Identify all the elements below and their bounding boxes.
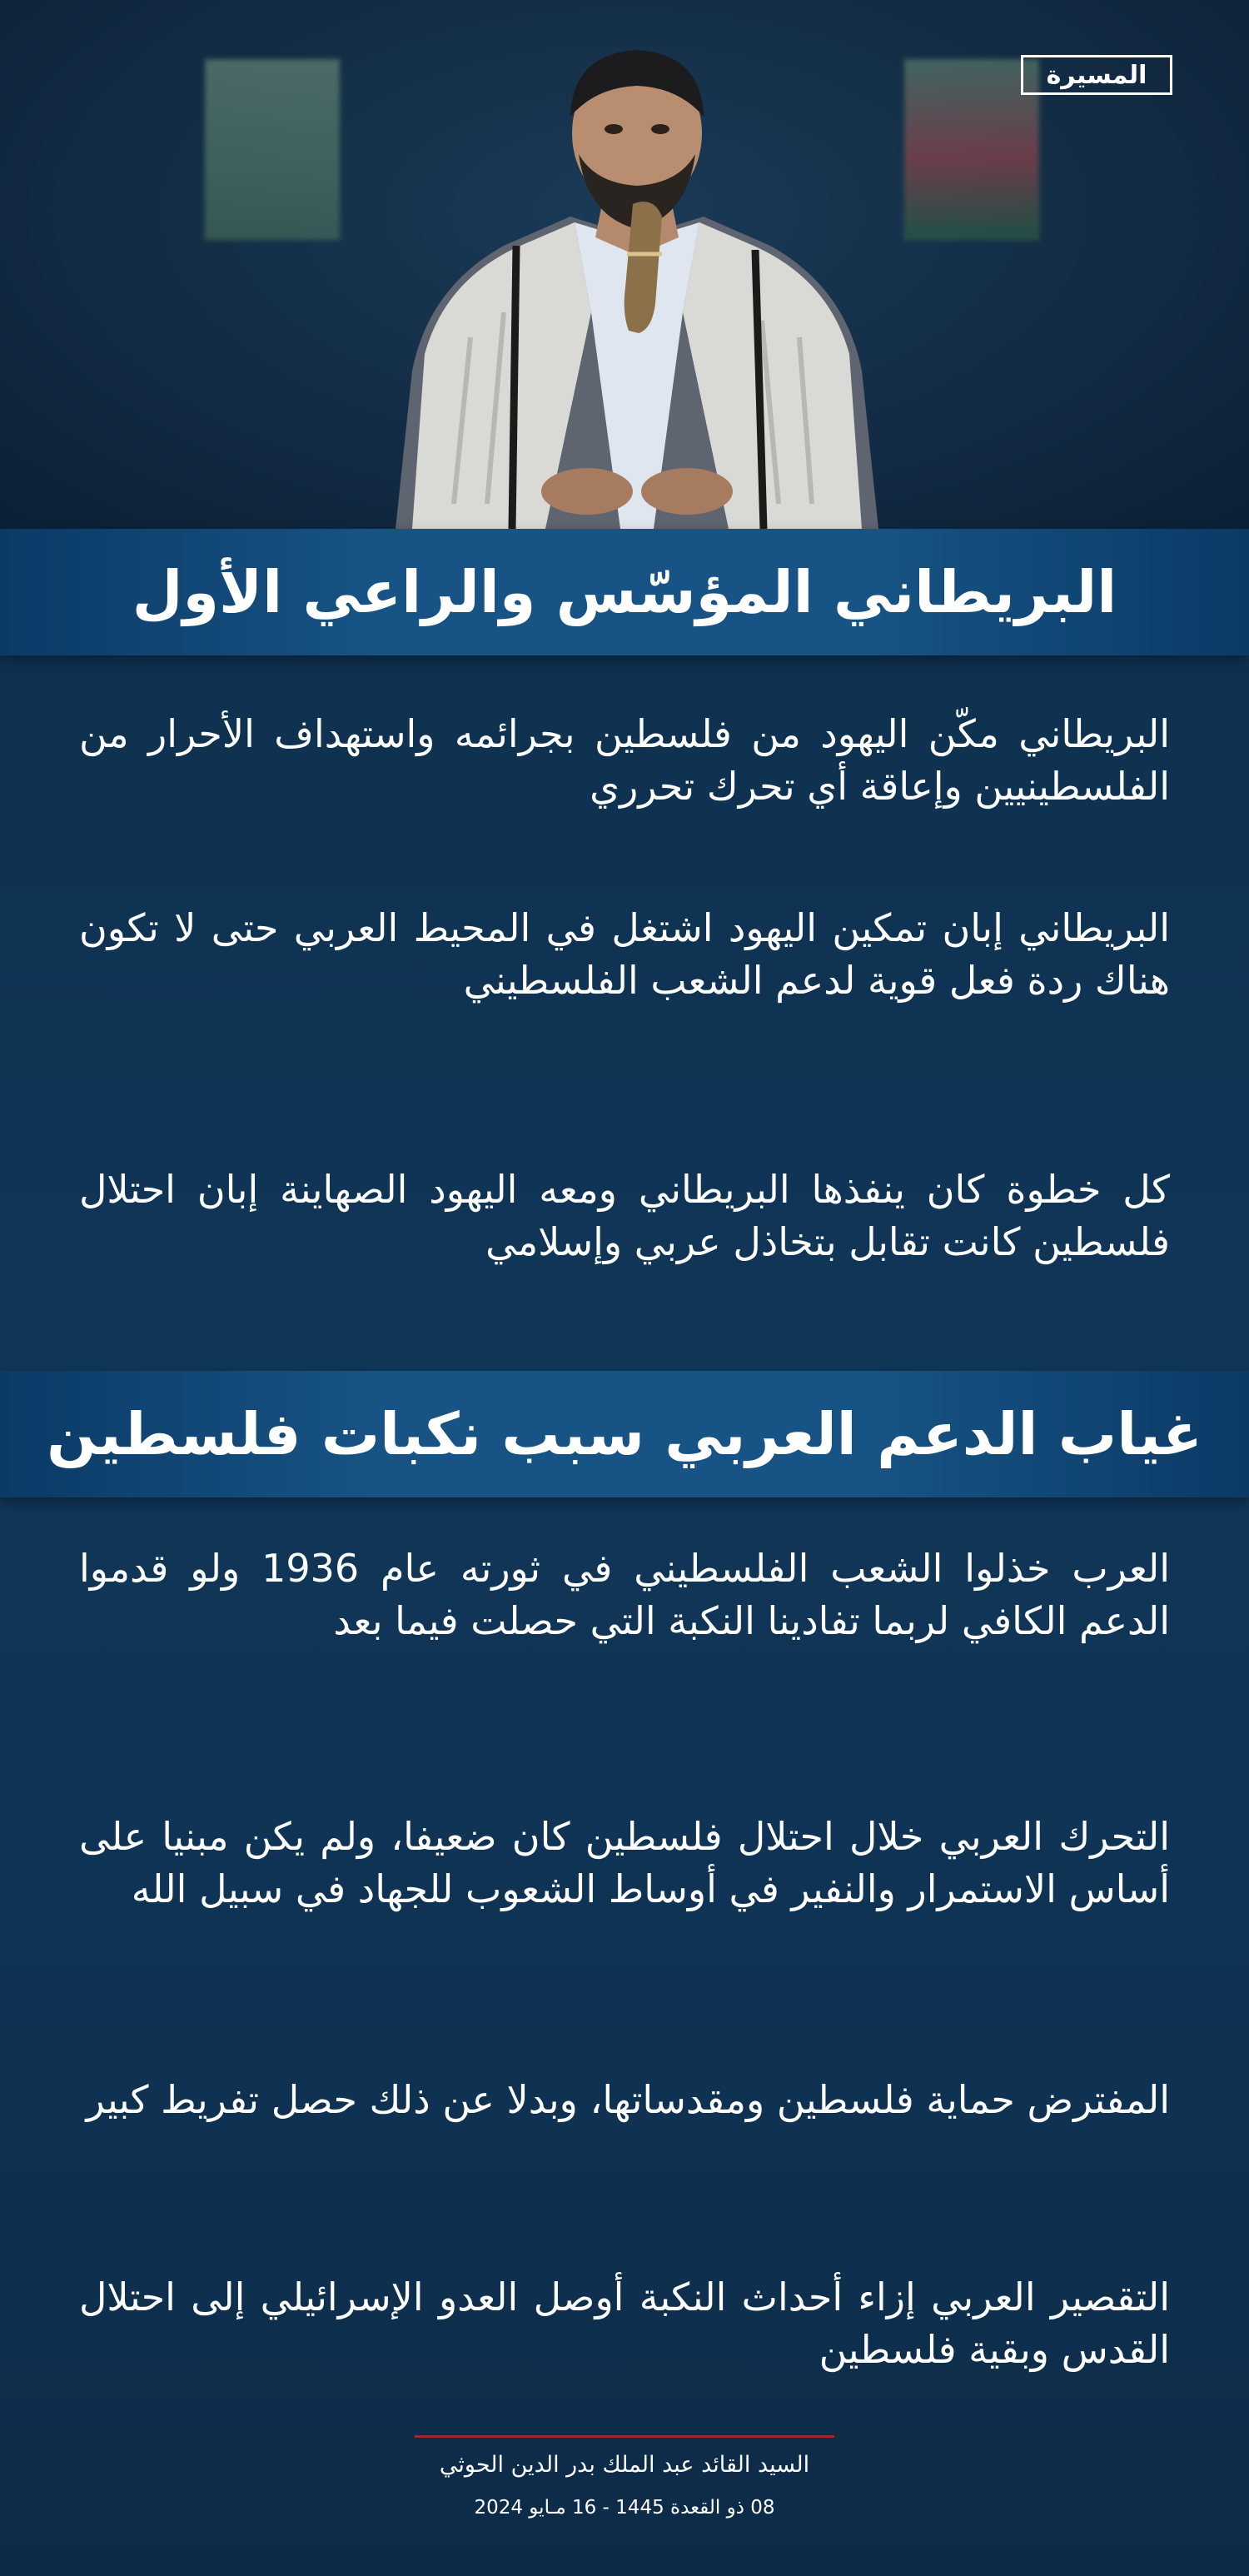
paragraph: البريطاني إبان تمكين اليهود اشتغل في المحيط العربي حتى لا تكون هناك ردة فعل قوية لدعم الشعب الفلسطيني bbox=[79, 905, 1170, 1003]
paragraph: كل خطوة كان ينفذها البريطاني ومعه اليهود الصهاينة إبان احتلال فلسطين كانت تقابل بتخاذل عربي وإسلامي bbox=[79, 1167, 1170, 1264]
paragraph: المفترض حماية فلسطين ومقدساتها، وبدلا عن ذلك حصل تفريط كبير bbox=[86, 2077, 1170, 2122]
footer-divider bbox=[415, 2435, 834, 2438]
paragraph: التقصير العربي إزاء أحداث النكبة أوصل العدو الإسرائيلي إلى احتلال القدس وبقية فلسطين bbox=[79, 2275, 1170, 2372]
section-heading: البريطاني المؤسّس والراعي الأول bbox=[132, 558, 1117, 626]
hero-photo bbox=[0, 0, 1249, 529]
speaker-portrait bbox=[379, 37, 895, 529]
paragraph: العرب خذلوا الشعب الفلسطيني في ثورته عام 1936 ولو قدموا الدعم الكافي لربما تفادينا النكبة التي حصلت فيما بعد bbox=[79, 1546, 1171, 1643]
background-banner-right bbox=[903, 58, 1040, 241]
channel-logo: المسيرة bbox=[1021, 55, 1172, 95]
section-heading: غياب الدعم العربي سبب نكبات فلسطين bbox=[47, 1400, 1202, 1468]
section-heading-bar bbox=[0, 529, 1249, 655]
paragraph: البريطاني مكّن اليهود من فلسطين بجرائمه واستهداف الأحرار من الفلسطينيين وإعاقة أي تحرك تحرري bbox=[79, 711, 1170, 809]
speaker-name: السيد القائد عبد الملك بدر الدين الحوثي bbox=[439, 2452, 810, 2478]
background-banner-left bbox=[204, 58, 341, 241]
speech-date: 08 ذو القعدة 1445 - 16 مـايو 2024 bbox=[474, 2497, 775, 2519]
paragraph: التحرك العربي خلال احتلال فلسطين كان ضعيفا، ولم يكن مبنيا على أساس الاستمرار والنفير في أوساط الشعوب للجهاد في سبيل الله bbox=[79, 1814, 1170, 1911]
section-heading-bar bbox=[0, 1371, 1249, 1497]
